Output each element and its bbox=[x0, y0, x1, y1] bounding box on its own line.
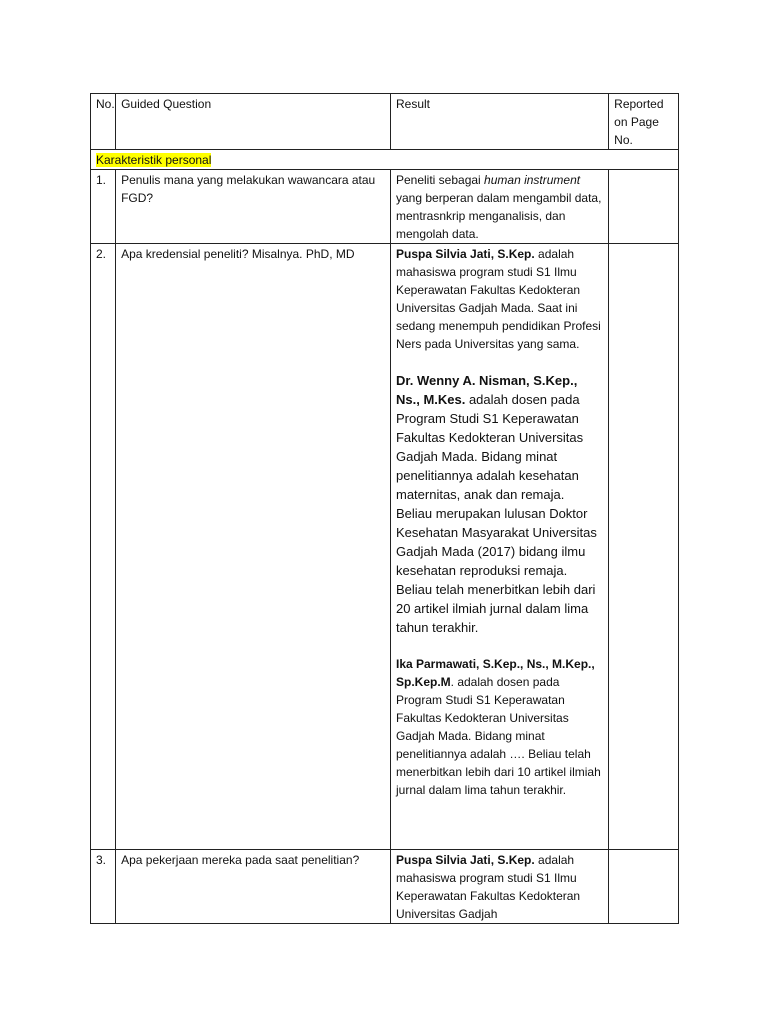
researcher-bio-text: adalah mahasiswa program studi S1 Ilmu Keperawatan Fakultas Kedokteran Universitas Gadjah Mada. Saat ini sedang menempuh pendidikan Profesi Ners pada Universitas yang sama. bbox=[395, 247, 601, 351]
researcher-name: Dr. Wenny A. Nisman, S.Kep., Ns., M.Kes. bbox=[395, 373, 578, 407]
researcher-bio-2 bbox=[396, 371, 603, 637]
row-number: 3. bbox=[91, 850, 116, 924]
table-row bbox=[91, 850, 679, 924]
header-guided-question: Guided Question bbox=[116, 94, 391, 150]
section-cell bbox=[91, 150, 679, 170]
guided-question-table bbox=[90, 93, 679, 924]
row-page bbox=[609, 244, 679, 850]
row-question: Apa pekerjaan mereka pada saat penelitian? bbox=[116, 850, 391, 924]
table-row bbox=[91, 244, 679, 850]
researcher-name: Ika Parmawati, S.Kep., Ns., M.Kep., Sp.Kep.M bbox=[395, 657, 595, 689]
section-row bbox=[91, 150, 679, 170]
table-header-row bbox=[91, 94, 679, 150]
result-text: yang berperan dalam mengambil data, mentrasnkrip menganalisis, dan mengolah data. bbox=[395, 191, 602, 241]
researcher-bio-3 bbox=[396, 655, 603, 799]
header-result: Result bbox=[390, 94, 608, 150]
row-page bbox=[609, 850, 679, 924]
row-number: 2. bbox=[91, 244, 116, 850]
section-label: Karakteristik personal bbox=[96, 153, 212, 167]
result-italic-text: human instrument bbox=[484, 173, 581, 187]
researcher-bio-text: adalah dosen pada Program Studi S1 Keperawatan Fakultas Kedokteran Universitas Gadjah Mada. Bidang minat penelitiannya adalah kesehatan maternitas, anak dan remaja. Beliau merupakan lulusan Doktor Kesehatan Masyarakat Universitas Gadjah Mada (2017) bidang ilmu kesehatan reproduksi remaja. Beliau telah menerbitkan lebih dari 20 artikel ilmiah jurnal dalam lima tahun terakhir. bbox=[395, 392, 597, 635]
researcher-bio-text: adalah mahasiswa program studi S1 Ilmu Keperawatan Fakultas Kedokteran Universitas Gadjah bbox=[395, 853, 581, 921]
row-result bbox=[390, 170, 608, 244]
researcher-name: Puspa Silvia Jati, S.Kep. bbox=[395, 853, 535, 867]
row-number: 1. bbox=[91, 170, 116, 244]
result-text: Peneliti sebagai bbox=[395, 173, 485, 187]
researcher-bio-1 bbox=[396, 851, 603, 923]
row-result bbox=[390, 244, 608, 850]
row-question: Penulis mana yang melakukan wawancara atau FGD? bbox=[116, 170, 391, 244]
researcher-name: Puspa Silvia Jati, S.Kep. bbox=[395, 247, 535, 261]
researcher-bio-text: . adalah dosen pada Program Studi S1 Keperawatan Fakultas Kedokteran Universitas Gadjah Mada. Bidang minat penelitiannya adalah …. Beliau telah menerbitkan lebih dari 10 artikel ilmiah jurnal dalam lima tahun terakhir. bbox=[395, 675, 601, 797]
row-page bbox=[609, 170, 679, 244]
row-question: Apa kredensial peneliti? Misalnya. PhD, MD bbox=[116, 244, 391, 850]
table-row bbox=[91, 170, 679, 244]
researcher-bio-1 bbox=[396, 245, 603, 353]
row-result bbox=[390, 850, 608, 924]
header-no: No. bbox=[91, 94, 116, 150]
header-reported-page: Reported on Page No. bbox=[609, 94, 679, 150]
